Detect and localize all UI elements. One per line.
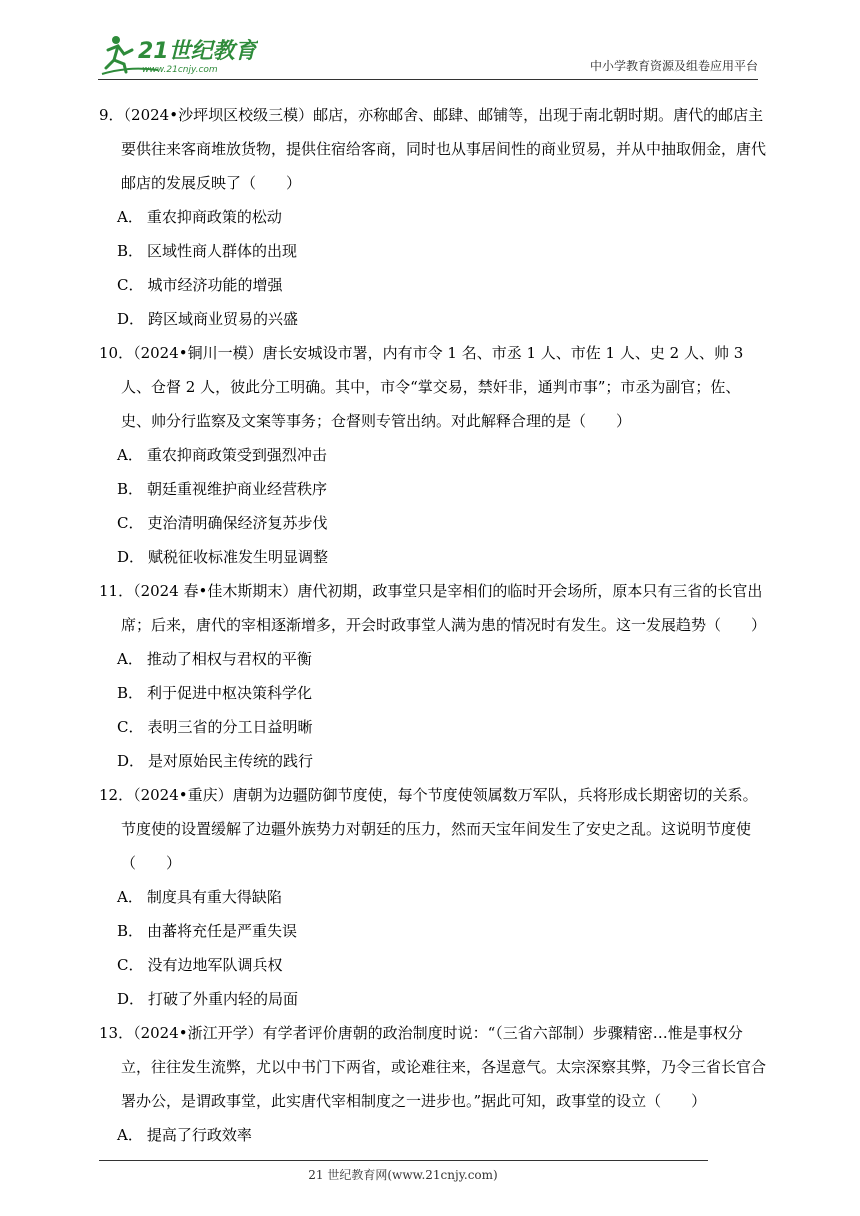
question-text: 唐长安城设市署，内有市令 1 名、市丞 1 人、市佐 1 人、史 2 人、帅 3 人、仓督 2 人，彼此分工明确。其中，市令“掌交易，禁奸非，通判市事”；市丞为副官；佐、史、帅分行监察及文案等事务；仓督则专管出纳。对此解释合理的是（ ） — [121, 344, 744, 430]
option-c — [99, 268, 769, 302]
option-c — [99, 710, 769, 744]
option-text: 表明三省的分工日益明晰 — [147, 718, 313, 736]
option-a — [99, 642, 769, 676]
option-c — [99, 948, 769, 982]
option-text: 重农抑商政策受到强烈冲击 — [146, 446, 327, 464]
question-text: 唐代初期，政事堂只是宰相们的临时开会场所，原本只有三省的长官出席；后来，唐代的宰相逐渐增多，开会时政事堂人满为患的情况时有发生。这一发展趋势（ ） — [121, 582, 767, 634]
option-d — [99, 302, 769, 336]
option-letter: C． — [117, 276, 144, 294]
question-number: 13． — [99, 1024, 134, 1042]
option-text: 是对原始民主传统的践行 — [148, 752, 314, 770]
option-text: 赋税征收标准发生明显调整 — [148, 548, 329, 566]
question-source: （2024 春•佳木斯期末） — [133, 582, 298, 600]
option-text: 区域性商人群体的出现 — [147, 242, 298, 260]
question-stem — [99, 336, 769, 438]
option-d — [99, 744, 769, 778]
question-source: （2024•重庆） — [133, 786, 233, 804]
question-source: （2024•铜川一模） — [133, 344, 263, 362]
option-text: 没有边地军队调兵权 — [147, 956, 283, 974]
question-source: （2024•浙江开学） — [133, 1024, 263, 1042]
option-text: 跨区域商业贸易的兴盛 — [148, 310, 299, 328]
page-footer: 21 世纪教育网(www.21cnjy.com) — [308, 1168, 498, 1182]
option-b — [99, 676, 769, 710]
question-source: （2024•沙坪坝区校级三模） — [123, 106, 314, 124]
option-text: 打破了外重内轻的局面 — [148, 990, 299, 1008]
option-b — [99, 234, 769, 268]
question-number: 10． — [99, 344, 134, 362]
option-letter: A． — [117, 1126, 143, 1144]
svg-text:21世纪教育: 21世纪教育 — [138, 39, 257, 64]
option-letter: A． — [117, 208, 143, 226]
question-list — [99, 98, 769, 1152]
question-stem — [99, 1016, 769, 1118]
footer-divider — [99, 1160, 708, 1161]
option-text: 重农抑商政策的松动 — [146, 208, 282, 226]
option-letter: B． — [117, 684, 144, 702]
question-text: 有学者评价唐朝的政治制度时说：“（三省六部制）步骤精密…惟是事权分立，往往发生流弊，尤以中书门下两省，或论难往来，各逞意气。太宗深察其弊，乃令三省长官合署办公，是谓政事堂，此实唐代宰相制度之一进步也。”据此可知，政事堂的设立（ ） — [121, 1024, 767, 1110]
site-logo — [98, 30, 258, 78]
question-stem — [99, 778, 769, 880]
svg-text:www.21cnjy.com: www.21cnjy.com — [142, 65, 218, 75]
option-letter: A． — [117, 446, 143, 464]
question-stem — [99, 574, 769, 642]
option-letter: D． — [117, 990, 145, 1008]
question-11 — [99, 574, 769, 778]
header-divider — [98, 79, 758, 80]
option-b — [99, 472, 769, 506]
option-a — [99, 438, 769, 472]
question-number: 12． — [99, 786, 134, 804]
question-9 — [99, 98, 769, 336]
option-letter: C． — [117, 514, 144, 532]
logo-graphic — [98, 30, 258, 78]
option-d — [99, 540, 769, 574]
option-letter: C． — [117, 718, 144, 736]
option-text: 提高了行政效率 — [146, 1126, 252, 1144]
option-letter: D． — [117, 548, 145, 566]
option-a — [99, 880, 769, 914]
question-10 — [99, 336, 769, 574]
option-a — [99, 200, 769, 234]
option-text: 由蕃将充任是严重失误 — [147, 922, 298, 940]
option-a — [99, 1118, 769, 1152]
option-letter: A． — [117, 888, 143, 906]
page-header — [98, 30, 758, 80]
question-number: 9． — [99, 106, 124, 124]
question-12 — [99, 778, 769, 1016]
question-13 — [99, 1016, 769, 1152]
option-text: 利于促进中枢决策科学化 — [147, 684, 313, 702]
option-c — [99, 506, 769, 540]
question-text: 唐朝为边疆防御节度使，每个节度使领属数万军队，兵将形成长期密切的关系。节度使的设置缓解了边疆外族势力对朝廷的压力，然而天宝年间发生了安史之乱。这说明节度使（ ） — [121, 786, 758, 872]
option-letter: C． — [117, 956, 144, 974]
option-letter: D． — [117, 310, 145, 328]
option-letter: B． — [117, 922, 144, 940]
question-text: 邮店，亦称邮舍、邮肆、邮铺等，出现于南北朝时期。唐代的邮店主要供往来客商堆放货物，提供住宿给客商，同时也从事居间性的商业贸易，并从中抽取佣金，唐代邮店的发展反映了（ ） — [121, 106, 767, 192]
option-text: 朝廷重视维护商业经营秩序 — [147, 480, 328, 498]
option-letter: B． — [117, 242, 144, 260]
question-number: 11． — [99, 582, 134, 600]
option-d — [99, 982, 769, 1016]
option-letter: A． — [117, 650, 143, 668]
option-letter: D． — [117, 752, 145, 770]
platform-name: 中小学教育资源及组卷应用平台 — [589, 59, 758, 73]
option-letter: B． — [117, 480, 144, 498]
option-text: 城市经济功能的增强 — [147, 276, 283, 294]
option-text: 吏治清明确保经济复苏步伐 — [147, 514, 328, 532]
option-b — [99, 914, 769, 948]
question-stem — [99, 98, 769, 200]
option-text: 推动了相权与君权的平衡 — [146, 650, 312, 668]
option-text: 制度具有重大得缺陷 — [146, 888, 282, 906]
